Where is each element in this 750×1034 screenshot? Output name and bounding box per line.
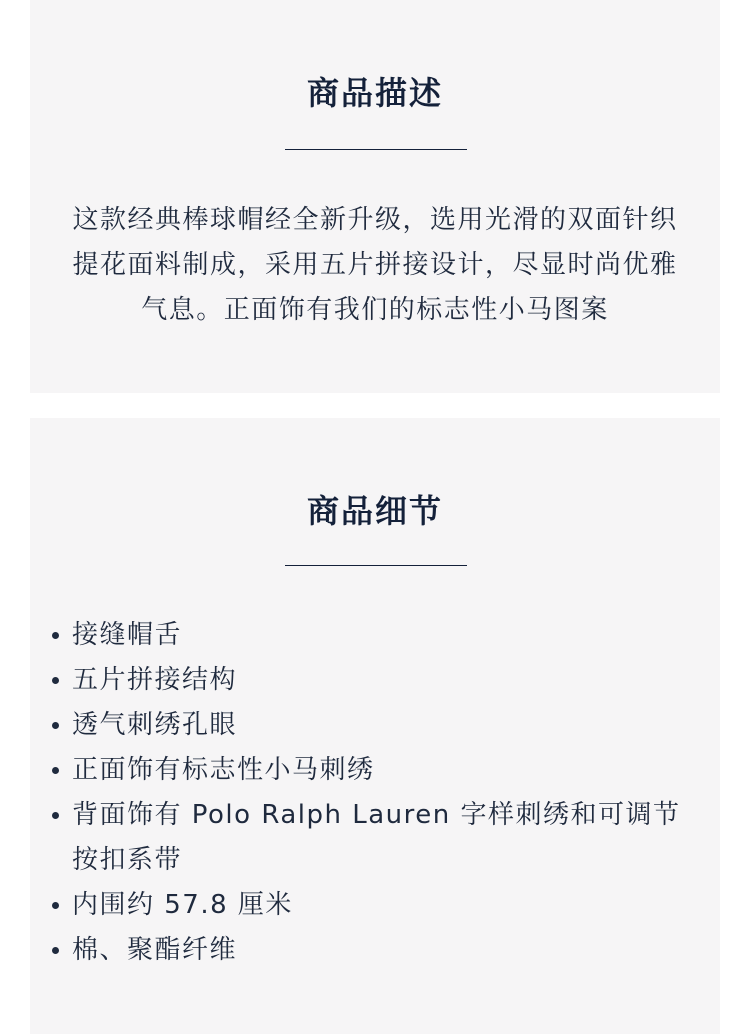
list-item — [72, 793, 690, 883]
list-item — [72, 928, 690, 973]
details-title: 商品细节 — [306, 492, 443, 530]
list-item-text: 正面饰有标志性小马刺绣 — [72, 755, 375, 785]
list-item — [72, 703, 690, 748]
list-item-text: 接缝帽舌 — [72, 620, 183, 650]
bullet-icon — [52, 722, 59, 729]
list-item-text: 棉、聚酯纤维 — [72, 935, 238, 965]
list-item-text: 背面饰有 Polo Ralph Lauren 字样刺绣和可调节按扣系带 — [72, 800, 681, 875]
description-title: 商品描述 — [306, 74, 443, 112]
description-card — [30, 0, 720, 393]
bullet-icon — [52, 677, 59, 684]
bullet-icon — [52, 947, 59, 954]
list-item — [72, 883, 690, 928]
details-divider — [285, 565, 467, 566]
list-item — [72, 748, 690, 793]
list-item-text: 透气刺绣孔眼 — [72, 710, 238, 740]
details-card — [30, 418, 720, 1034]
bullet-icon — [52, 767, 59, 774]
list-item — [72, 658, 690, 703]
description-divider — [285, 149, 467, 150]
bullet-icon — [52, 902, 59, 909]
description-text: 这款经典棒球帽经全新升级，选用光滑的双面针织提花面料制成，采用五片拼接设计，尽显时尚优雅气息。正面饰有我们的标志性小马图案 — [72, 205, 678, 325]
bullet-icon — [52, 812, 59, 819]
list-item — [72, 613, 690, 658]
list-item-text: 内围约 57.8 厘米 — [72, 890, 293, 920]
bullet-icon — [52, 632, 59, 639]
list-item-text: 五片拼接结构 — [72, 665, 238, 695]
details-list — [30, 613, 720, 973]
